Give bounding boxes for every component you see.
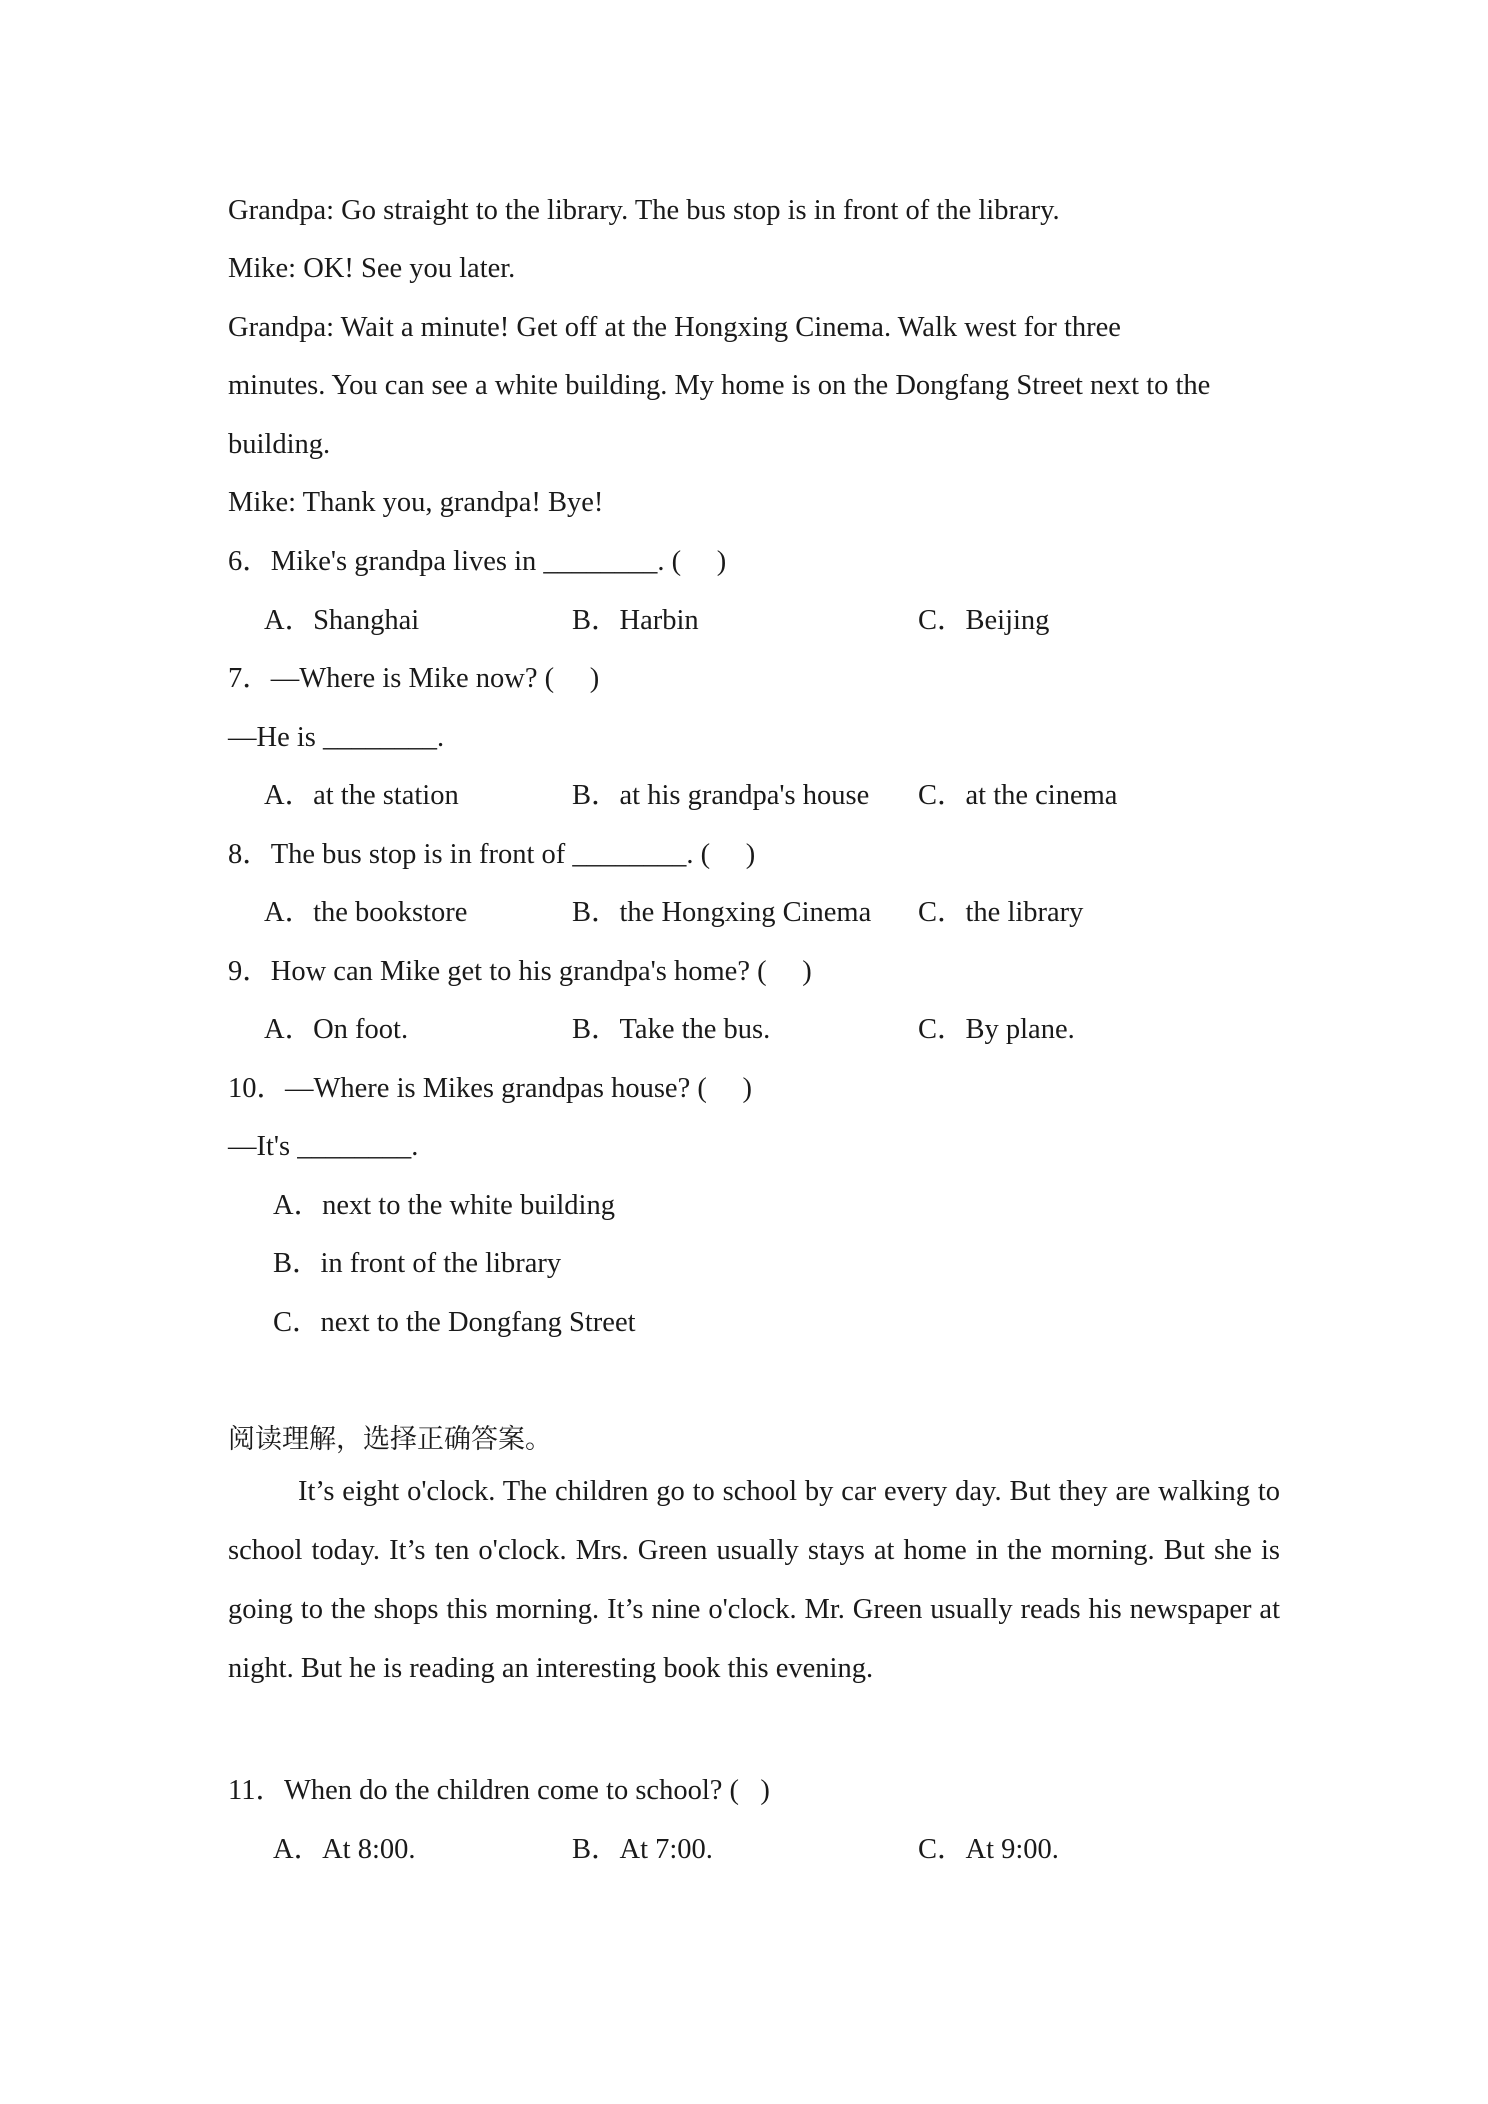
question-8-option-a: A．the bookstore bbox=[264, 897, 468, 928]
reading-passage: It’s eight o'clock. The children go to school by car every day. But they are walking to school today. It’s ten o'clock. Mrs. Green usually stays at home in the morning. But she is going to the shops this morning. It’s nine o'clock. Mr. Green usually reads his newspaper at night. But he is reading an interesting book this evening. bbox=[228, 1476, 1280, 1684]
question-10-answer-line: —It's ________. bbox=[228, 1131, 419, 1162]
question-6-option-c: C．Beijing bbox=[918, 605, 1050, 636]
question-10-option-a: A．next to the white building bbox=[273, 1190, 615, 1221]
question-9-option-a: A．On foot. bbox=[264, 1014, 409, 1045]
question-11-option-b: B．At 7:00. bbox=[572, 1834, 713, 1865]
question-7-option-c: C．at the cinema bbox=[918, 780, 1118, 811]
question-8-option-c: C．the library bbox=[918, 897, 1084, 928]
question-7-answer-line: —He is ________. bbox=[228, 722, 445, 753]
question-11-stem: 11．When do the children come to school? ( ) bbox=[228, 1775, 770, 1806]
question-10-option-c: C．next to the Dongfang Street bbox=[273, 1307, 636, 1338]
dialogue-line-3: Grandpa: Wait a minute! Get off at the Hongxing Cinema. Walk west for three bbox=[228, 312, 1121, 343]
question-7-option-b: B．at his grandpa's house bbox=[572, 780, 870, 811]
question-11-option-c: C．At 9:00. bbox=[918, 1834, 1059, 1865]
question-6-option-b: B．Harbin bbox=[572, 605, 699, 636]
question-8-stem: 8．The bus stop is in front of ________. ( ) bbox=[228, 839, 756, 870]
dialogue-line-1: Grandpa: Go straight to the library. The bus stop is in front of the library. bbox=[228, 195, 1060, 226]
dialogue-line-2: Mike: OK! See you later. bbox=[228, 253, 516, 284]
question-9-option-c: C．By plane. bbox=[918, 1014, 1075, 1045]
dialogue-line-6: Mike: Thank you, grandpa! Bye! bbox=[228, 487, 604, 518]
question-11-option-a: A．At 8:00. bbox=[273, 1834, 416, 1865]
question-10-option-b: B．in front of the library bbox=[273, 1248, 562, 1279]
section-instruction: 阅读理解，选择正确答案。 bbox=[228, 1424, 552, 1455]
question-9-stem: 9．How can Mike get to his grandpa's home? ( ) bbox=[228, 956, 812, 987]
dialogue-line-4: minutes. You can see a white building. My home is on the Dongfang Street next to the bbox=[228, 370, 1211, 401]
dialogue-line-5: building. bbox=[228, 429, 331, 460]
question-6-option-a: A．Shanghai bbox=[264, 605, 420, 636]
question-6-stem: 6．Mike's grandpa lives in ________. ( ) bbox=[228, 546, 727, 577]
question-9-option-b: B．Take the bus. bbox=[572, 1014, 771, 1045]
question-7-stem: 7．—Where is Mike now? ( ) bbox=[228, 663, 600, 694]
question-8-option-b: B．the Hongxing Cinema bbox=[572, 897, 872, 928]
question-7-option-a: A．at the station bbox=[264, 780, 459, 811]
question-10-stem: 10．—Where is Mikes grandpas house? ( ) bbox=[228, 1073, 752, 1104]
